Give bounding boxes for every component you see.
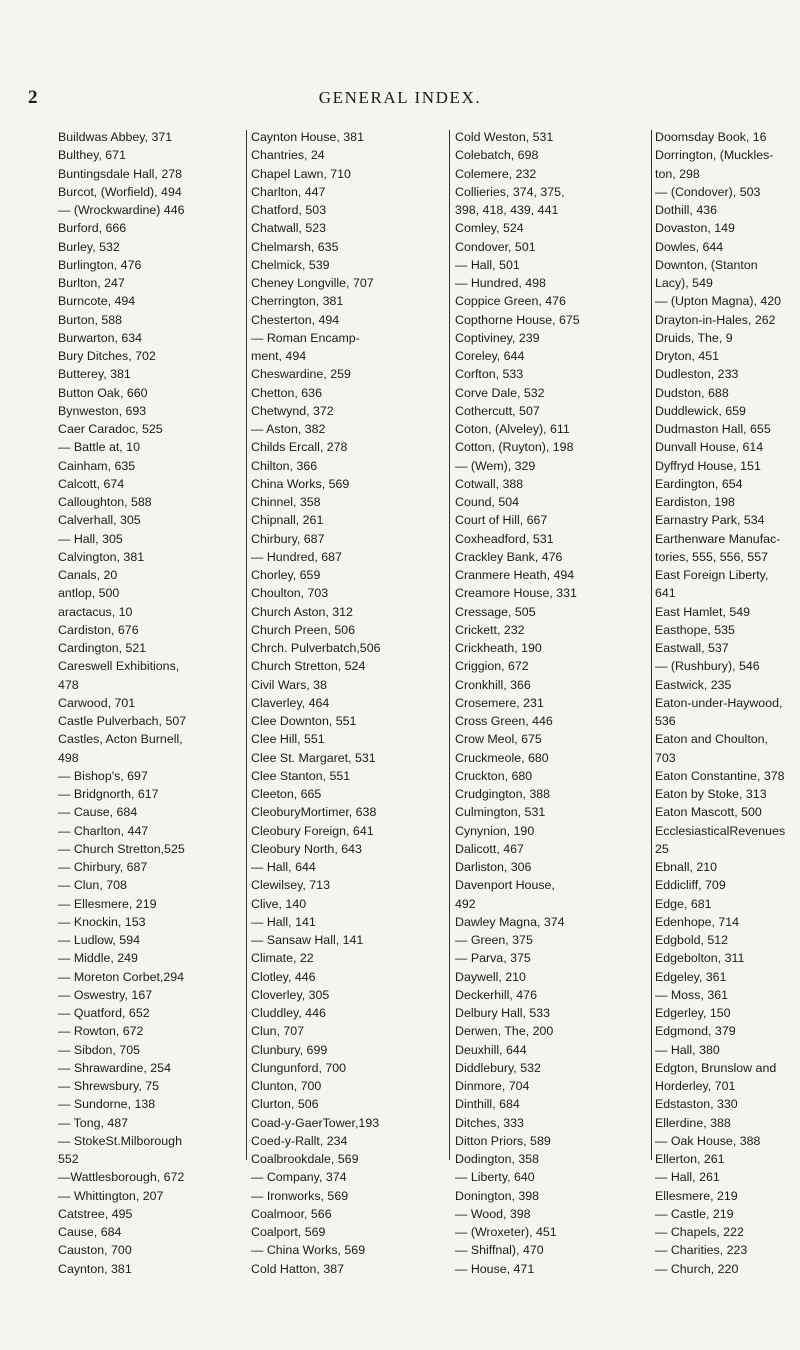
index-entry: Cold Weston, 531 bbox=[455, 130, 554, 144]
index-entry: 25 bbox=[655, 841, 669, 856]
index-entry: Court of Hill, 667 bbox=[455, 513, 548, 528]
index-column-4 bbox=[655, 128, 795, 1278]
index-entry: Crosemere, 231 bbox=[455, 695, 544, 710]
index-entry: Eaton by Stoke, 313 bbox=[655, 787, 767, 801]
index-entry: Dawley Magna, 374 bbox=[455, 914, 565, 929]
index-entry: Caynton, 381 bbox=[58, 1261, 132, 1276]
index-entry: Crudgington, 388 bbox=[455, 787, 551, 801]
index-entry: Edgton, Brunslow and bbox=[655, 1060, 777, 1075]
index-entry: — Shiffnal), 470 bbox=[455, 1243, 544, 1258]
index-entry: — (Condover), 503 bbox=[655, 184, 761, 199]
index-entry: Chinnel, 358 bbox=[251, 495, 321, 509]
index-entry: Carwood, 701 bbox=[58, 695, 136, 710]
index-entry: Eaton-under-Haywood, bbox=[655, 695, 783, 710]
index-entry: Bury Ditches, 702 bbox=[58, 349, 156, 363]
index-entry: Copthorne House, 675 bbox=[455, 312, 580, 327]
index-entry: — Tong, 487 bbox=[58, 1115, 129, 1130]
index-entry: Catstree, 495 bbox=[58, 1206, 133, 1221]
index-entry: Chilton, 366 bbox=[251, 458, 318, 473]
index-entry: Davenport House, bbox=[455, 878, 555, 893]
index-entry: Burlton, 247 bbox=[58, 276, 125, 290]
index-entry: Cronkhill, 366 bbox=[455, 677, 531, 692]
index-entry: Condover, 501 bbox=[455, 239, 536, 254]
index-entry: Chorley, 659 bbox=[251, 568, 321, 582]
index-entry: Eardington, 654 bbox=[655, 476, 743, 491]
index-entry: Church Preen, 506 bbox=[251, 622, 356, 637]
index-entry: Chelmarsh, 635 bbox=[251, 239, 339, 254]
index-entry: Corfton, 533 bbox=[455, 367, 524, 382]
index-entry: Clee St. Margaret, 531 bbox=[251, 750, 376, 765]
index-entry: — Sundorne, 138 bbox=[58, 1097, 156, 1112]
index-entry: Calloughton, 588 bbox=[58, 495, 152, 509]
index-entry: Edge, 681 bbox=[655, 896, 712, 911]
index-entry: — Charlton, 447 bbox=[58, 823, 149, 838]
index-entry: — Hall, 380 bbox=[655, 1042, 720, 1057]
index-entry: Cross Green, 446 bbox=[455, 714, 553, 728]
index-entry: Cardington, 521 bbox=[58, 641, 147, 655]
index-entry: East Foreign Liberty, bbox=[655, 568, 769, 582]
index-entry: — Sansaw Hall, 141 bbox=[251, 933, 364, 947]
index-entry: Cothercutt, 507 bbox=[455, 403, 540, 418]
index-entry: Cleobury North, 643 bbox=[251, 841, 362, 856]
index-entry: Chipnall, 261 bbox=[251, 513, 324, 528]
index-entry: East Hamlet, 549 bbox=[655, 604, 751, 619]
index-entry: Dorrington, (Muckles- bbox=[655, 148, 774, 163]
index-entry: Earnastry Park, 534 bbox=[655, 513, 765, 528]
index-entry: Dunvall House, 614 bbox=[655, 440, 764, 455]
index-entry: Calcott, 674 bbox=[58, 476, 125, 491]
index-entry: — Hundred, 498 bbox=[455, 276, 546, 290]
index-entry: Derwen, The, 200 bbox=[455, 1024, 554, 1039]
index-entry: Edgerley, 150 bbox=[655, 1006, 731, 1020]
index-entry: Eaton and Choulton, bbox=[655, 732, 768, 747]
index-entry: Delbury Hall, 533 bbox=[455, 1006, 551, 1020]
index-entry: 703 bbox=[655, 750, 676, 765]
index-entry: Dalicott, 467 bbox=[455, 841, 524, 856]
index-entry: Colemere, 232 bbox=[455, 166, 537, 181]
index-entry: Cause, 684 bbox=[58, 1225, 122, 1239]
index-entry: — Rowton, 672 bbox=[58, 1024, 144, 1039]
index-entry: Lacy), 549 bbox=[655, 276, 713, 290]
index-entry: Daywell, 210 bbox=[455, 969, 526, 984]
index-entry: — Green, 375 bbox=[455, 933, 533, 947]
index-entry: Colebatch, 698 bbox=[455, 148, 539, 163]
index-entry: Coalbrookdale, 569 bbox=[251, 1152, 359, 1166]
column-rule bbox=[651, 130, 652, 1160]
index-entry: —Wattlesborough, 672 bbox=[58, 1170, 185, 1185]
index-entry: Cardiston, 676 bbox=[58, 622, 139, 637]
index-entry: Cleeton, 665 bbox=[251, 787, 322, 801]
index-entry: — Ellesmere, 219 bbox=[58, 896, 157, 911]
index-entry: Clurton, 506 bbox=[251, 1097, 319, 1112]
index-entry: Choulton, 703 bbox=[251, 586, 329, 601]
index-entry: Edgeley, 361 bbox=[655, 969, 727, 984]
index-entry: Darliston, 306 bbox=[455, 860, 532, 874]
index-entry: Cheswardine, 259 bbox=[251, 367, 351, 382]
index-entry: Clunton, 700 bbox=[251, 1079, 322, 1093]
index-entry: — Ironworks, 569 bbox=[251, 1188, 349, 1203]
index-entry: Edgbold, 512 bbox=[655, 933, 729, 947]
index-entry: Castles, Acton Burnell, bbox=[58, 732, 183, 747]
index-entry: Cheney Longville, 707 bbox=[251, 276, 374, 290]
index-entry: Buildwas Abbey, 371 bbox=[58, 130, 173, 144]
index-entry: — Castle, 219 bbox=[655, 1206, 734, 1221]
column-rule bbox=[449, 130, 450, 1160]
index-entry: — (Upton Magna), 420 bbox=[655, 294, 782, 309]
index-entry: 398, 418, 439, 441 bbox=[455, 203, 559, 217]
index-entry: — Middle, 249 bbox=[58, 951, 138, 966]
index-entry: Cynynion, 190 bbox=[455, 823, 535, 838]
index-entry: Dudleston, 233 bbox=[655, 367, 739, 382]
index-entry: Creamore House, 331 bbox=[455, 586, 577, 601]
index-entry: 641 bbox=[655, 586, 676, 601]
index-entry: — Ludlow, 594 bbox=[58, 933, 140, 947]
index-entry: — (Wroxeter), 451 bbox=[455, 1225, 557, 1239]
index-entry: — Parva, 375 bbox=[455, 951, 531, 966]
index-entry: Clee Stanton, 551 bbox=[251, 768, 351, 783]
index-entry: aractacus, 10 bbox=[58, 604, 133, 619]
index-entry: — Whittington, 207 bbox=[58, 1188, 164, 1203]
index-entry: 478 bbox=[58, 677, 79, 692]
index-entry: Eastwall, 537 bbox=[655, 641, 729, 655]
index-entry: Edenhope, 714 bbox=[655, 914, 740, 929]
index-entry: Burley, 532 bbox=[58, 239, 120, 254]
index-entry: Coalmoor, 566 bbox=[251, 1206, 332, 1221]
index-entry: Chirbury, 687 bbox=[251, 531, 325, 546]
index-entry: Crow Meol, 675 bbox=[455, 732, 542, 747]
index-entry: Corve Dale, 532 bbox=[455, 385, 545, 400]
index-entry: Diddlebury, 532 bbox=[455, 1060, 541, 1075]
index-entry: Dothill, 436 bbox=[655, 203, 717, 217]
index-entry: Cainham, 635 bbox=[58, 458, 136, 473]
index-entry: Cruckmeole, 680 bbox=[455, 750, 549, 765]
index-entry: Coreley, 644 bbox=[455, 349, 525, 363]
index-entry: Edstaston, 330 bbox=[655, 1097, 738, 1112]
index-entry: Deuxhill, 644 bbox=[455, 1042, 527, 1057]
index-entry: — Sibdon, 705 bbox=[58, 1042, 140, 1057]
index-entry: Crickheath, 190 bbox=[455, 641, 542, 655]
page-number: 2 bbox=[28, 87, 38, 108]
index-entry: Horderley, 701 bbox=[655, 1079, 736, 1093]
index-entry: — Church, 220 bbox=[655, 1261, 739, 1276]
index-entry: Chelmick, 539 bbox=[251, 257, 330, 272]
index-entry: — Chirbury, 687 bbox=[58, 860, 148, 874]
index-entry: Comley, 524 bbox=[455, 221, 524, 236]
index-entry: Deckerhill, 476 bbox=[455, 987, 537, 1002]
index-entry: Ellerdine, 388 bbox=[655, 1115, 731, 1130]
index-entry: Claverley, 464 bbox=[251, 695, 330, 710]
index-entry: Childs Ercall, 278 bbox=[251, 440, 348, 455]
index-entry: Eardiston, 198 bbox=[655, 495, 735, 509]
index-column-1 bbox=[58, 128, 243, 1278]
index-entry: Cluddley, 446 bbox=[251, 1006, 326, 1020]
index-entry: Chatford, 503 bbox=[251, 203, 327, 217]
index-entry: — Quatford, 652 bbox=[58, 1006, 150, 1020]
index-entry: Crackley Bank, 476 bbox=[455, 549, 563, 564]
index-entry: Donington, 398 bbox=[455, 1188, 540, 1203]
index-entry: Coxheadford, 531 bbox=[455, 531, 554, 546]
index-column-3 bbox=[455, 128, 650, 1278]
index-entry: Dudmaston Hall, 655 bbox=[655, 422, 771, 436]
index-entry: Downton, (Stanton bbox=[655, 257, 758, 272]
index-entry: — Hall, 141 bbox=[251, 914, 316, 929]
index-entry: — Charities, 223 bbox=[655, 1243, 748, 1258]
index-entry: — Moss, 361 bbox=[655, 987, 728, 1002]
index-entry: — StokeSt.Milborough bbox=[58, 1133, 182, 1148]
index-entry: — Battle at, 10 bbox=[58, 440, 140, 455]
index-entry: Burlington, 476 bbox=[58, 257, 142, 272]
index-entry: Dinmore, 704 bbox=[455, 1079, 530, 1093]
index-entry: tories, 555, 556, 557 bbox=[655, 549, 768, 564]
index-entry: Cotwall, 388 bbox=[455, 476, 524, 491]
index-entry: Butterey, 381 bbox=[58, 367, 131, 382]
column-rule bbox=[246, 130, 247, 1160]
index-entry: — Bishop's, 697 bbox=[58, 768, 148, 783]
index-entry: — Moreton Corbet,294 bbox=[58, 969, 185, 984]
index-entry: Doomsday Book, 16 bbox=[655, 130, 767, 144]
index-entry: Caynton House, 381 bbox=[251, 130, 364, 144]
index-entry: ment, 494 bbox=[251, 349, 307, 363]
index-entry: Church Stretton, 524 bbox=[251, 659, 366, 674]
index-entry: Collieries, 374, 375, bbox=[455, 184, 565, 199]
index-entry: Button Oak, 660 bbox=[58, 385, 148, 400]
index-entry: — Shrewsbury, 75 bbox=[58, 1079, 159, 1093]
index-entry: — Hundred, 687 bbox=[251, 549, 342, 564]
index-entry: — Oswestry, 167 bbox=[58, 987, 153, 1002]
index-entry: antlop, 500 bbox=[58, 586, 120, 601]
index-entry: Ebnall, 210 bbox=[655, 860, 718, 874]
index-entry: 536 bbox=[655, 714, 676, 728]
index-entry: EcclesiasticalRevenues bbox=[655, 823, 786, 838]
index-entry: Clungunford, 700 bbox=[251, 1060, 347, 1075]
index-entry: Cruckton, 680 bbox=[455, 768, 533, 783]
index-entry: Duddlewick, 659 bbox=[655, 403, 746, 418]
index-entry: Coton, (Alveley), 611 bbox=[455, 422, 570, 436]
index-entry: — (Rushbury), 546 bbox=[655, 659, 760, 674]
index-entry: 552 bbox=[58, 1152, 79, 1166]
index-entry: Clunbury, 699 bbox=[251, 1042, 328, 1057]
index-entry: Chapel Lawn, 710 bbox=[251, 166, 351, 181]
index-entry: — Roman Encamp- bbox=[251, 330, 360, 345]
index-entry: Cleobury Foreign, 641 bbox=[251, 823, 374, 838]
index-entry: 498 bbox=[58, 750, 79, 765]
index-entry: Cound, 504 bbox=[455, 495, 520, 509]
index-entry: Cotton, (Ruyton), 198 bbox=[455, 440, 574, 455]
index-entry: Chrch. Pulverbatch,506 bbox=[251, 641, 381, 655]
index-entry: Dovaston, 149 bbox=[655, 221, 735, 236]
index-entry: — Clun, 708 bbox=[58, 878, 127, 893]
index-entry: Eastwick, 235 bbox=[655, 677, 732, 692]
index-entry: Chatwall, 523 bbox=[251, 221, 327, 236]
index-entry: — House, 471 bbox=[455, 1261, 535, 1276]
index-entry: Burford, 666 bbox=[58, 221, 127, 236]
index-entry: Buntingsdale Hall, 278 bbox=[58, 166, 182, 181]
index-entry: — Knockin, 153 bbox=[58, 914, 146, 929]
index-entry: Clee Hill, 551 bbox=[251, 732, 325, 747]
index-entry: — Aston, 382 bbox=[251, 422, 326, 436]
index-entry: Clotley, 446 bbox=[251, 969, 316, 984]
index-entry: — Hall, 305 bbox=[58, 531, 123, 546]
index-entry: Calvington, 381 bbox=[58, 549, 145, 564]
index-entry: CleoburyMortimer, 638 bbox=[251, 805, 377, 820]
index-entry: Caer Caradoc, 525 bbox=[58, 422, 163, 436]
index-entry: Dyffryd House, 151 bbox=[655, 458, 761, 473]
index-entry: — Cause, 684 bbox=[58, 805, 138, 820]
index-entry: — Wood, 398 bbox=[455, 1206, 531, 1221]
index-entry: Burton, 588 bbox=[58, 312, 123, 327]
index-entry: Charlton, 447 bbox=[251, 184, 326, 199]
index-entry: Ellerton, 261 bbox=[655, 1152, 725, 1166]
index-entry: — Church Stretton,525 bbox=[58, 841, 185, 856]
index-entry: Cressage, 505 bbox=[455, 604, 536, 619]
index-entry: China Works, 569 bbox=[251, 476, 350, 491]
index-entry: Careswell Exhibitions, bbox=[58, 659, 180, 674]
index-entry: Canals, 20 bbox=[58, 568, 118, 582]
index-entry: — (Wrockwardine) 446 bbox=[58, 203, 185, 217]
index-entry: Druids, The, 9 bbox=[655, 330, 733, 345]
index-entry: — Liberty, 640 bbox=[455, 1170, 535, 1185]
index-entry: Culmington, 531 bbox=[455, 805, 546, 820]
index-entry: Edgmond, 379 bbox=[655, 1024, 736, 1039]
index-entry: — China Works, 569 bbox=[251, 1243, 366, 1258]
index-entry: Cherrington, 381 bbox=[251, 294, 344, 309]
index-entry: Clee Downton, 551 bbox=[251, 714, 357, 728]
index-entry: Coalport, 569 bbox=[251, 1225, 326, 1239]
index-entry: Climate, 22 bbox=[251, 951, 314, 966]
index-entry: Ditton Priors, 589 bbox=[455, 1133, 551, 1148]
index-entry: Ditches, 333 bbox=[455, 1115, 524, 1130]
index-entry: Coppice Green, 476 bbox=[455, 294, 566, 309]
index-entry: Clive, 140 bbox=[251, 896, 307, 911]
index-entry: Calverhall, 305 bbox=[58, 513, 141, 528]
index-entry: Chetton, 636 bbox=[251, 385, 322, 400]
index-entry: Church Aston, 312 bbox=[251, 604, 353, 619]
index-entry: Cloverley, 305 bbox=[251, 987, 330, 1002]
index-entry: — Chapels, 222 bbox=[655, 1225, 744, 1239]
index-entry: Castle Pulverbach, 507 bbox=[58, 714, 187, 728]
index-entry: Bulthey, 671 bbox=[58, 148, 126, 163]
index-entry: Dowles, 644 bbox=[655, 239, 724, 254]
index-entry: Earthenware Manufac- bbox=[655, 531, 781, 546]
index-entry: — Shrawardine, 254 bbox=[58, 1060, 171, 1075]
index-entry: Clewilsey, 713 bbox=[251, 878, 330, 893]
index-entry: Burncote, 494 bbox=[58, 294, 136, 309]
index-entry: Crickett, 232 bbox=[455, 622, 525, 637]
running-head: GENERAL INDEX. bbox=[318, 88, 482, 107]
index-entry: Dudston, 688 bbox=[655, 385, 729, 400]
index-entry: Burwarton, 634 bbox=[58, 330, 143, 345]
index-entry: Chetwynd, 372 bbox=[251, 403, 334, 418]
index-entry: Coptiviney, 239 bbox=[455, 330, 540, 345]
index-entry: — Hall, 261 bbox=[655, 1170, 720, 1185]
index-entry: Ellesmere, 219 bbox=[655, 1188, 738, 1203]
index-entry: Causton, 700 bbox=[58, 1243, 132, 1258]
index-entry: Dinthill, 684 bbox=[455, 1097, 520, 1112]
index-entry: — Hall, 501 bbox=[455, 257, 520, 272]
index-entry: Chantries, 24 bbox=[251, 148, 325, 163]
index-entry: — Hall, 644 bbox=[251, 860, 316, 874]
index-entry: — Bridgnorth, 617 bbox=[58, 787, 159, 801]
index-entry: Coad-y-GaerTower,193 bbox=[251, 1115, 380, 1130]
index-entry: Eddicliff, 709 bbox=[655, 878, 726, 893]
index-entry: Clun, 707 bbox=[251, 1024, 305, 1039]
index-entry: Eaton Mascott, 500 bbox=[655, 805, 762, 820]
index-entry: Dryton, 451 bbox=[655, 349, 720, 363]
index-entry: Easthope, 535 bbox=[655, 622, 735, 637]
index-entry: Edgebolton, 311 bbox=[655, 951, 745, 966]
index-entry: Drayton-in-Hales, 262 bbox=[655, 312, 776, 327]
index-entry: Civil Wars, 38 bbox=[251, 677, 327, 692]
index-entry: Burcot, (Worfield), 494 bbox=[58, 184, 182, 199]
index-entry: ton, 298 bbox=[655, 166, 700, 181]
index-entry: — Oak House, 388 bbox=[655, 1133, 761, 1148]
index-entry: Criggion, 672 bbox=[455, 659, 529, 674]
index-entry: Bynweston, 693 bbox=[58, 403, 147, 418]
index-entry: — (Wem), 329 bbox=[455, 458, 536, 473]
index-column-2 bbox=[251, 128, 441, 1278]
index-entry: Cranmere Heath, 494 bbox=[455, 568, 575, 582]
index-entry: Coed-y-Rallt, 234 bbox=[251, 1133, 348, 1148]
index-entry: 492 bbox=[455, 896, 476, 911]
index-entry: Cold Hatton, 387 bbox=[251, 1261, 344, 1276]
index-entry: Dodington, 358 bbox=[455, 1152, 540, 1166]
index-entry: — Company, 374 bbox=[251, 1170, 347, 1185]
index-entry: Eaton Constantine, 378 bbox=[655, 768, 785, 783]
index-entry: Chesterton, 494 bbox=[251, 312, 340, 327]
